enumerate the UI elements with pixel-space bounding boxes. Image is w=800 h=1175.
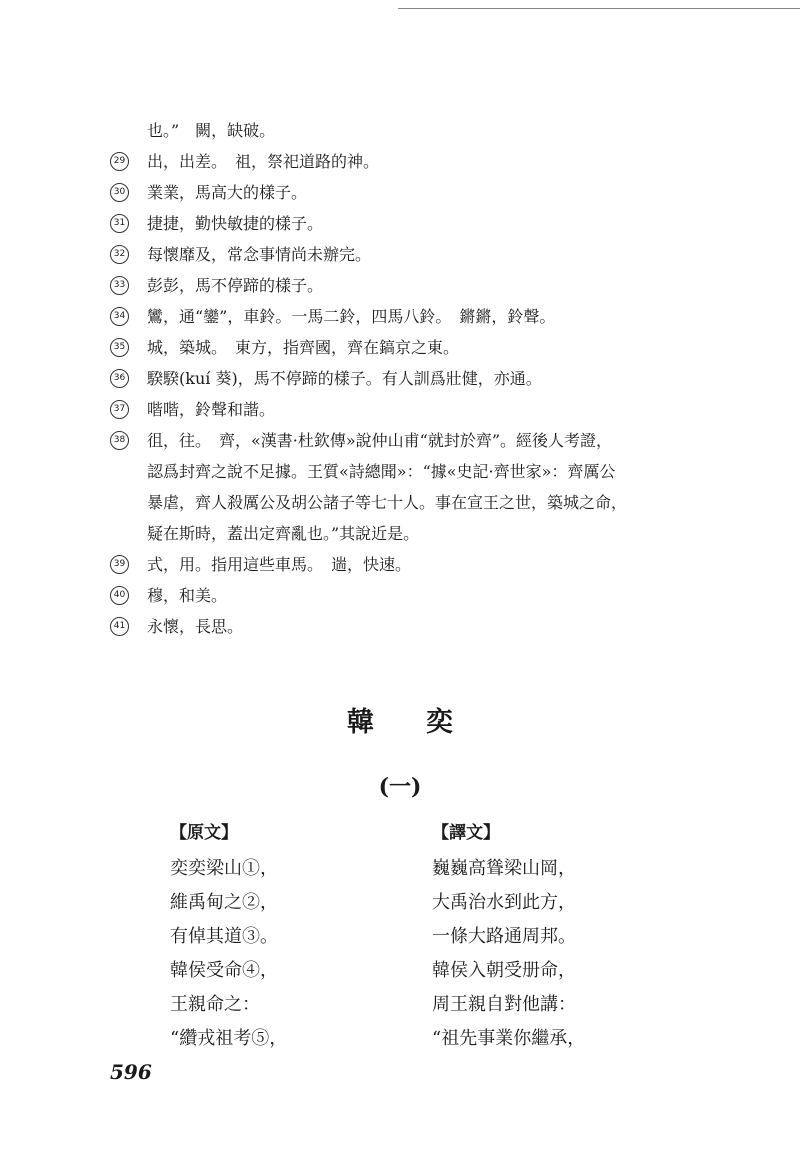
note-text: 城，築城。 東方，指齊國，齊在鎬京之東。 xyxy=(147,338,460,357)
original-line: “纘戎祖考⑤， xyxy=(170,1028,288,1049)
translation-line: 巍巍高聳梁山岡， xyxy=(432,858,576,879)
note-item xyxy=(110,611,670,642)
translation-line: “祖先事業你繼承， xyxy=(432,1028,586,1049)
translation-heading: 【譯文】 xyxy=(432,823,500,843)
note-number: 31 xyxy=(110,214,129,233)
note-item xyxy=(110,487,670,518)
translation-line: 周王親自對他講： xyxy=(432,994,576,1015)
note-item xyxy=(110,518,670,549)
note-item xyxy=(110,580,670,611)
note-text: 疑在斯時，蓋出定齊亂也。”其說近是。 xyxy=(147,524,420,543)
note-item xyxy=(110,332,670,363)
note-text: 捷捷，勤快敏捷的樣子。 xyxy=(147,214,324,233)
section-title: (一) xyxy=(378,774,422,800)
note-number: 37 xyxy=(110,400,129,419)
original-text-column xyxy=(170,818,287,1056)
note-text: 也。” 闕，缺破。 xyxy=(147,121,276,140)
note-text: 永懷，長思。 xyxy=(147,617,244,636)
note-text: 騤騤(kuí 葵)，馬不停蹄的樣子。有人訓爲壯健，亦通。 xyxy=(147,369,542,388)
original-line: 維禹甸之②， xyxy=(170,892,278,913)
original-line: 有倬其道③。 xyxy=(170,926,278,947)
chapter-title: 韓奕 xyxy=(347,707,505,738)
translation-line: 一條大路通周邦。 xyxy=(432,926,576,947)
annotation-notes xyxy=(110,115,670,642)
note-item xyxy=(110,270,670,301)
note-item xyxy=(110,239,670,270)
note-item xyxy=(110,208,670,239)
note-number: 39 xyxy=(110,555,129,574)
original-heading: 【原文】 xyxy=(170,823,238,843)
note-text: 暴虐，齊人殺厲公及胡公諸子等七十人。事在宣王之世，築城之命， xyxy=(147,493,628,512)
note-text: 認爲封齊之說不足據。王質«詩總聞»：“據«史記·齊世家»：齊厲公 xyxy=(147,462,616,481)
note-text: 式，用。指用這些車馬。 遄，快速。 xyxy=(147,555,412,574)
note-number: 34 xyxy=(110,307,129,326)
top-rule xyxy=(398,8,800,9)
note-item xyxy=(110,549,670,580)
translation-column xyxy=(432,818,585,1056)
note-text: 彭彭，馬不停蹄的樣子。 xyxy=(147,276,324,295)
note-item xyxy=(110,363,670,394)
note-number: 35 xyxy=(110,338,129,357)
note-number: 36 xyxy=(110,369,129,388)
note-item xyxy=(110,456,670,487)
note-number: 33 xyxy=(110,276,129,295)
original-line: 韓侯受命④， xyxy=(170,960,278,981)
note-text: 出，出差。 祖，祭祀道路的神。 xyxy=(147,152,380,171)
note-number: 38 xyxy=(110,431,129,450)
original-line: 王親命之： xyxy=(170,994,260,1015)
translation-line: 韓侯入朝受册命， xyxy=(432,960,576,981)
note-number: 30 xyxy=(110,183,129,202)
note-item xyxy=(110,177,670,208)
note-item xyxy=(110,394,670,425)
note-text: 每懷靡及，常念事情尚未辦完。 xyxy=(147,245,372,264)
note-text: 鸞，通“鑾”，車鈴。一馬二鈴，四馬八鈴。 鏘鏘，鈴聲。 xyxy=(147,307,556,326)
note-number: 41 xyxy=(110,617,129,636)
note-item xyxy=(110,115,670,146)
original-line: 奕奕梁山①， xyxy=(170,858,278,879)
note-number: 40 xyxy=(110,586,129,605)
page-number: 596 xyxy=(110,1060,152,1084)
note-number: 29 xyxy=(110,152,129,171)
note-item xyxy=(110,146,670,177)
note-text: 徂，往。 齊，«漢書·杜欽傳»說仲山甫“就封於齊”。經後人考證， xyxy=(147,431,613,450)
note-item xyxy=(110,301,670,332)
note-number: 32 xyxy=(110,245,129,264)
note-text: 穆，和美。 xyxy=(147,586,228,605)
translation-line: 大禹治水到此方， xyxy=(432,892,576,913)
note-text: 業業，馬高大的樣子。 xyxy=(147,183,308,202)
note-item xyxy=(110,425,670,456)
note-text: 喈喈，鈴聲和諧。 xyxy=(147,400,276,419)
